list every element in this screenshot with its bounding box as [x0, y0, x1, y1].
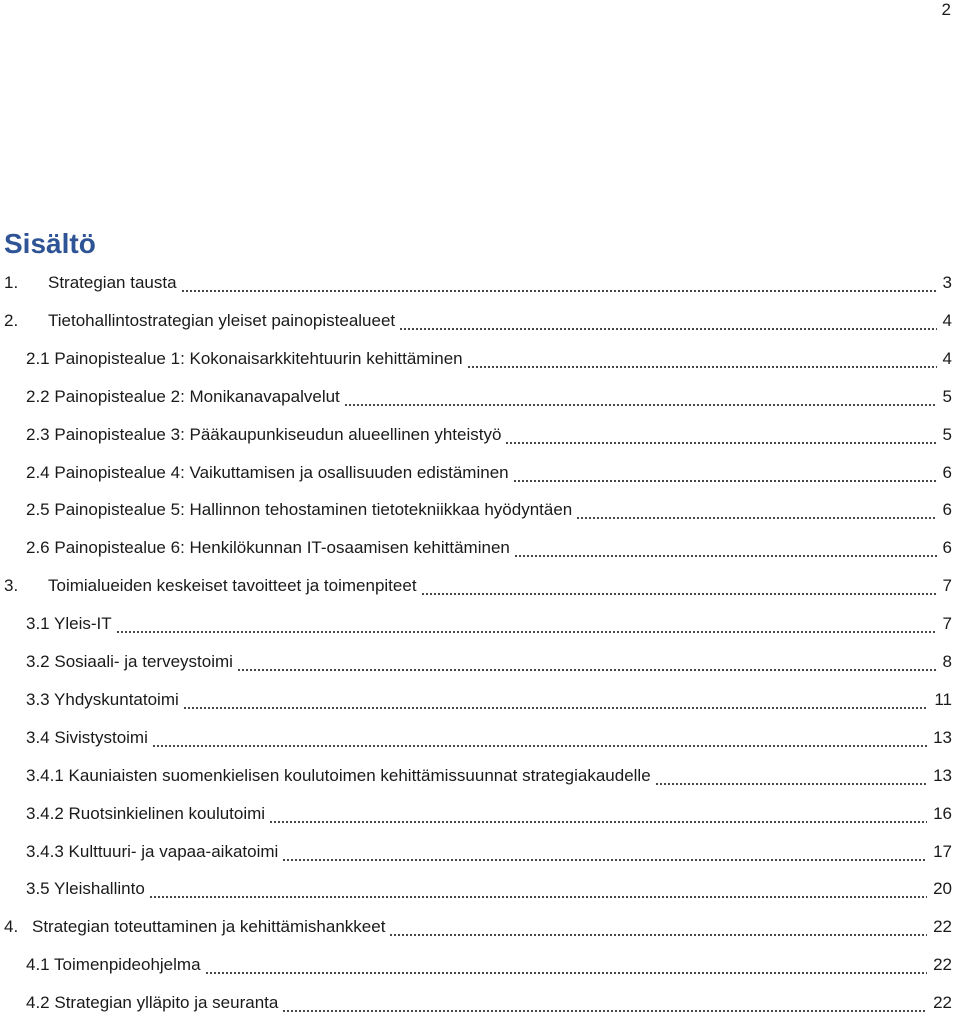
toc-entry-title: 3.3 Yhdyskuntatoimi	[26, 681, 181, 719]
toc-dot-leader	[344, 404, 937, 406]
toc-dot-leader	[655, 783, 927, 785]
toc-dot-leader	[205, 972, 927, 974]
toc-entry-title: 3.4.3 Kulttuuri- ja vapaa-aikatoimi	[26, 833, 280, 871]
toc-entry[interactable]	[0, 567, 960, 605]
toc-dot-leader	[514, 555, 937, 557]
toc-entry-title: 2.4 Painopistealue 4: Vaikuttamisen ja osallisuuden edistäminen	[26, 454, 511, 492]
toc-entry-page: 13	[931, 719, 952, 757]
toc-entry-title: 3.4.2 Ruotsinkielinen koulutoimi	[26, 795, 267, 833]
toc-entry[interactable]	[0, 340, 960, 378]
toc-entry[interactable]	[0, 681, 960, 719]
toc-entry[interactable]	[0, 416, 960, 454]
toc-dot-leader	[183, 707, 928, 709]
toc-entry-title: Strategian toteuttaminen ja kehittämishankkeet	[32, 908, 387, 946]
toc-entry[interactable]	[0, 605, 960, 643]
toc-dot-leader	[421, 593, 937, 595]
toc-dot-leader	[269, 821, 927, 823]
toc-entry-page: 22	[931, 984, 952, 1022]
toc-entry[interactable]	[0, 795, 960, 833]
toc-dot-leader	[116, 631, 937, 633]
toc-entry-title: 3.1 Yleis-IT	[26, 605, 114, 643]
toc-entry-title: 3.2 Sosiaali- ja terveystoimi	[26, 643, 235, 681]
toc-entry[interactable]	[0, 719, 960, 757]
toc-entry-page: 17	[931, 833, 952, 871]
toc-entry-page: 8	[941, 643, 952, 681]
toc-dot-leader	[282, 859, 927, 861]
toc-entry-page: 22	[931, 908, 952, 946]
toc-entry-page: 7	[941, 605, 952, 643]
toc-entry[interactable]	[0, 643, 960, 681]
page-number: 2	[941, 0, 951, 19]
toc-entry-page: 11	[932, 681, 952, 719]
toc-entry-title: 4.1 Toimenpideohjelma	[26, 946, 203, 984]
toc-entry-page: 7	[941, 567, 952, 605]
toc-entry-title: 2.6 Painopistealue 6: Henkilökunnan IT-osaamisen kehittäminen	[26, 529, 512, 567]
toc-entry[interactable]	[0, 302, 960, 340]
toc-dot-leader	[399, 328, 937, 330]
toc-entry-page: 6	[941, 491, 952, 529]
toc-entry-page: 6	[941, 454, 952, 492]
toc-dot-leader	[282, 1010, 927, 1012]
toc-entry-page: 4	[941, 302, 952, 340]
toc-entry[interactable]	[0, 529, 960, 567]
toc-entry[interactable]	[0, 908, 960, 946]
toc-entry-title: 2.2 Painopistealue 2: Monikanavapalvelut	[26, 378, 342, 416]
toc-entry-page: 16	[931, 795, 952, 833]
toc-entry-title: 3.4.1 Kauniaisten suomenkielisen koulutoimen kehittämissuunnat strategiakaudelle	[26, 757, 653, 795]
toc-entry-number: 2.	[4, 310, 19, 330]
toc-entry-title: 2.5 Painopistealue 5: Hallinnon tehostaminen tietotekniikkaa hyödyntäen	[26, 491, 574, 529]
toc-dot-leader	[181, 290, 937, 292]
toc-entry[interactable]	[0, 378, 960, 416]
toc-dot-leader	[152, 745, 927, 747]
toc-dot-leader	[513, 480, 937, 482]
toc-dot-leader	[576, 517, 937, 519]
toc-entry-title: Toimialueiden keskeiset tavoitteet ja toimenpiteet	[48, 567, 419, 605]
toc-entry-page: 13	[931, 757, 952, 795]
toc-entry[interactable]	[0, 870, 960, 908]
toc-entry-page: 22	[931, 946, 952, 984]
toc-dot-leader	[389, 934, 927, 936]
toc-entry[interactable]	[0, 454, 960, 492]
toc-dot-leader	[237, 669, 937, 671]
toc-entry-number: 4.	[4, 917, 19, 937]
toc-entry-number: 3.	[4, 576, 19, 596]
toc-entry-page: 3	[941, 264, 952, 302]
toc-entry-page: 5	[941, 378, 952, 416]
toc-entry[interactable]	[0, 833, 960, 871]
toc-entry[interactable]	[0, 757, 960, 795]
toc-dot-leader	[467, 366, 937, 368]
toc-entry-page: 20	[931, 870, 952, 908]
toc-entry-page: 6	[941, 529, 952, 567]
toc-entry[interactable]	[0, 264, 960, 302]
toc-entry-title: 2.1 Painopistealue 1: Kokonaisarkkitehtuurin kehittäminen	[26, 340, 465, 378]
toc-dot-leader	[149, 896, 927, 898]
toc-entry[interactable]	[0, 984, 960, 1022]
toc-entry-title: 4.2 Strategian ylläpito ja seuranta	[26, 984, 280, 1022]
toc-entry-number: 1.	[4, 273, 19, 292]
toc-title: Sisältö	[4, 228, 96, 259]
toc-entry-page: 5	[941, 416, 952, 454]
toc-entry-page: 4	[941, 340, 952, 378]
toc-entry[interactable]	[0, 946, 960, 984]
toc-entry[interactable]	[0, 491, 960, 529]
toc-entry-title: Tietohallintostrategian yleiset painopistealueet	[48, 302, 397, 340]
toc-entry-title: Strategian tausta	[48, 264, 179, 302]
toc-entry-title: 3.4 Sivistystoimi	[26, 719, 150, 757]
toc-entry-title: 2.3 Painopistealue 3: Pääkaupunkiseudun alueellinen yhteistyö	[26, 416, 503, 454]
toc-dot-leader	[505, 442, 937, 444]
toc-entry-title: 3.5 Yleishallinto	[26, 870, 147, 908]
